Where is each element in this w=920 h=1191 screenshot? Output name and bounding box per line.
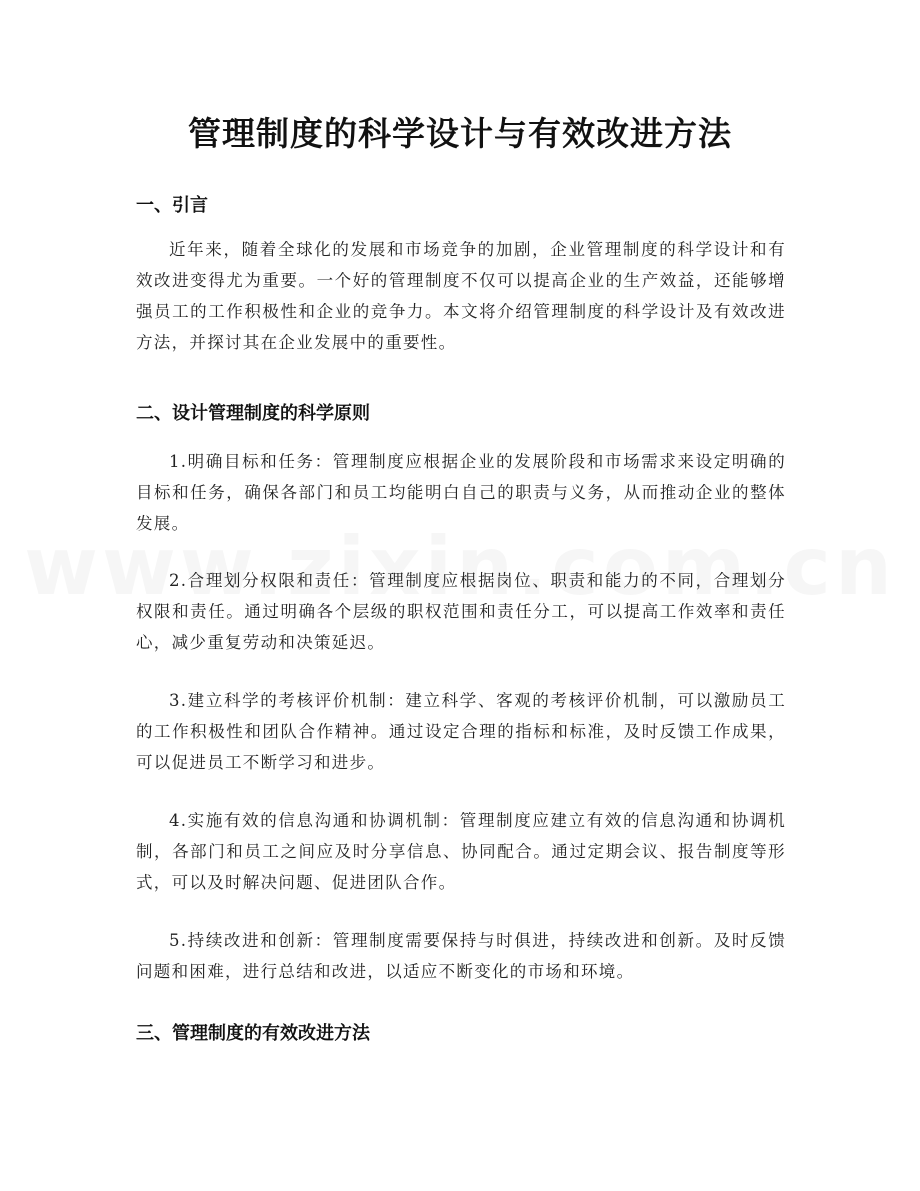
paragraph-principle-4: 4.实施有效的信息沟通和协调机制：管理制度应建立有效的信息沟通和协调机制，各部门和员工之间应及时分享信息、协同配合。通过定期会议、报告制度等形式，可以及时解决问题、促进团队合作。: [136, 811, 786, 892]
section-heading-intro: 一、引言: [136, 195, 208, 216]
paragraph-principle-3: 3.建立科学的考核评价机制：建立科学、客观的考核评价机制，可以激励员工的工作积极性和团队合作精神。通过设定合理的指标和标准，及时反馈工作成果，可以促进员工不断学习和进步。: [136, 691, 786, 772]
section-heading-principles: 二、设计管理制度的科学原则: [136, 403, 370, 424]
section-heading-improvement: 三、管理制度的有效改进方法: [136, 1023, 370, 1044]
paragraph-intro: 近年来，随着全球化的发展和市场竞争的加剧，企业管理制度的科学设计和有效改进变得尤为重要。一个好的管理制度不仅可以提高企业的生产效益，还能够增强员工的工作积极性和企业的竞争力。本文将介绍管理制度的科学设计及有效改进方法，并探讨其在企业发展中的重要性。: [136, 240, 786, 352]
document-title: 管理制度的科学设计与有效改进方法: [188, 114, 732, 153]
paragraph-principle-5: 5.持续改进和创新：管理制度需要保持与时俱进，持续改进和创新。及时反馈问题和困难，进行总结和改进，以适应不断变化的市场和环境。: [136, 931, 786, 981]
paragraph-principle-2: 2.合理划分权限和责任：管理制度应根据岗位、职责和能力的不同，合理划分权限和责任。通过明确各个层级的职权范围和责任分工，可以提高工作效率和责任心，减少重复劳动和决策延迟。: [136, 571, 786, 652]
paragraph-principle-1: 1.明确目标和任务：管理制度应根据企业的发展阶段和市场需求来设定明确的目标和任务，确保各部门和员工均能明白自己的职责与义务，从而推动企业的整体发展。: [136, 452, 786, 533]
